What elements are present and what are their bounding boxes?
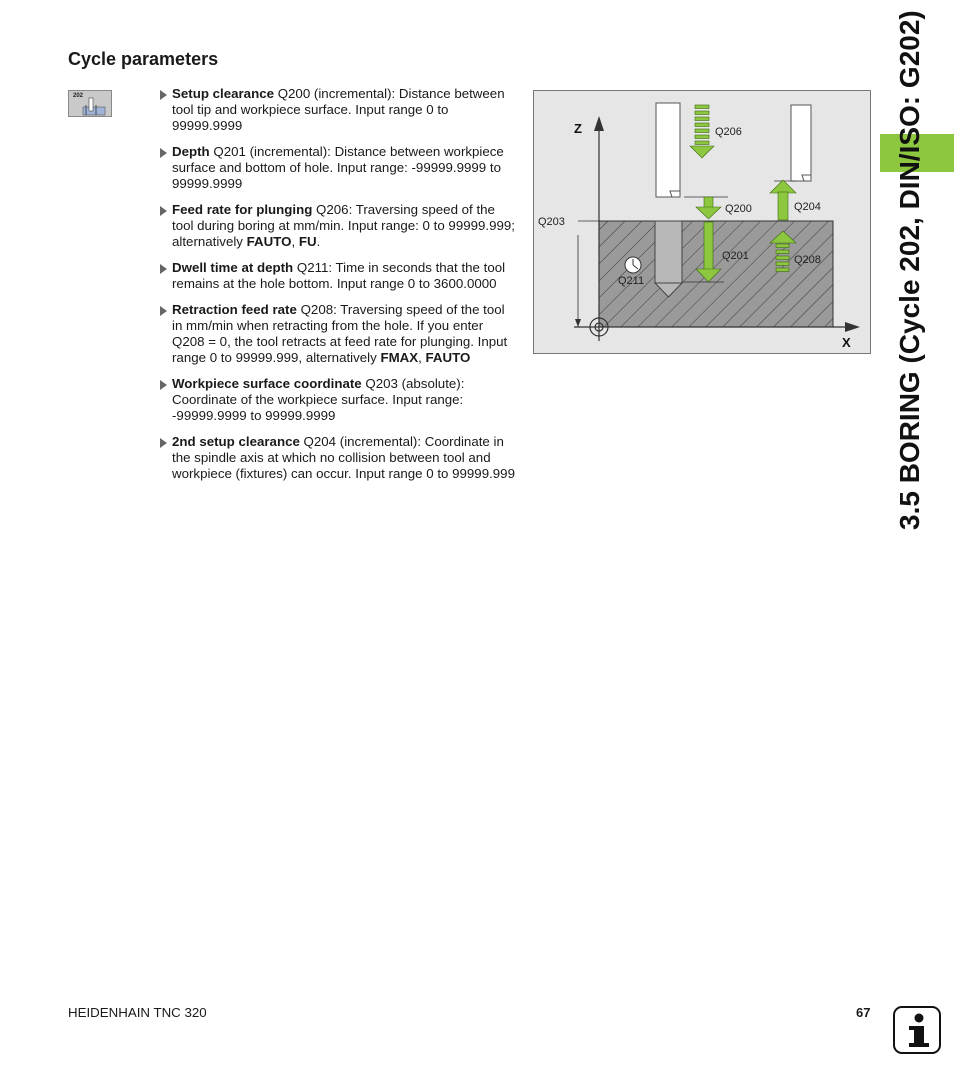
z-axis-arrowhead [594, 116, 604, 131]
info-icon [893, 1006, 941, 1054]
param-option: FAUTO [425, 350, 471, 365]
bullet-arrow-icon [160, 206, 167, 216]
param-name: Feed rate for plunging [172, 202, 313, 217]
section-title: Cycle parameters [68, 49, 219, 69]
param-option: FMAX [380, 350, 419, 365]
param-description: Q206: Traversing speed of the tool during boring at mm/min. Input range: 0 to 99999.999; alternatively [172, 202, 515, 249]
chapter-side-title: 3.5 BORING (Cycle 202, DIN/ISO: G202) [894, 10, 925, 530]
tool-left [656, 103, 680, 197]
param-name: Workpiece surface coordinate [172, 376, 362, 391]
q206-label: Q206 [715, 126, 742, 138]
param-name: Dwell time at depth [172, 260, 294, 275]
bullet-arrow-icon [160, 148, 167, 158]
diagram-svg [534, 91, 872, 355]
param-separator: , [291, 234, 299, 249]
param-description: Q200 (incremental): Distance between tool tip and workpiece surface. Input range 0 to 99999.9999 [172, 86, 505, 133]
clock-icon [625, 257, 641, 273]
page-number: 67 [856, 1005, 871, 1020]
q203-label: Q203 [538, 216, 565, 228]
bored-hole [655, 221, 682, 283]
param-2nd-setup-clearance [158, 434, 516, 482]
param-dwell-time [158, 260, 516, 292]
param-description: Q208: Traversing speed of the tool in mm/min when retracting from the hole. If you enter Q208 = 0, the tool retracts at feed rate for plunging. Input range 0 to 99999.999, alternatively [172, 302, 508, 365]
cycle-202-softkey-icon [68, 90, 112, 117]
q200-arrow-icon [696, 197, 721, 219]
parameter-list [158, 86, 516, 492]
q211-label: Q211 [618, 275, 645, 287]
x-axis-label: X [842, 335, 851, 350]
tool-right [791, 105, 811, 181]
q206-feed-arrow-icon [690, 105, 714, 158]
param-option: FU [298, 234, 317, 249]
bullet-arrow-icon [160, 90, 167, 100]
param-description: Q204 (incremental): Coordinate in the spindle axis at which no collision between tool and workpiece (fixtures) can occur. Input range 0 to 99999.999 [172, 434, 515, 481]
param-depth [158, 144, 516, 192]
footer-product-name: HEIDENHAIN TNC 320 [68, 1005, 207, 1020]
bullet-arrow-icon [160, 380, 167, 390]
x-axis-arrowhead [845, 322, 860, 332]
param-end: . [316, 234, 321, 249]
bullet-arrow-icon [160, 438, 167, 448]
param-name: 2nd setup clearance [172, 434, 300, 449]
param-retraction-feed-rate [158, 302, 516, 366]
q208-label: Q208 [794, 254, 821, 266]
param-option: FAUTO [246, 234, 292, 249]
param-description: Q211: Time in seconds that the tool remains at the hole bottom. Input range 0 to 3600.0000 [172, 260, 506, 291]
param-name: Depth [172, 144, 210, 159]
param-separator: , [418, 350, 426, 365]
boring-tool-icon [69, 91, 113, 118]
param-description: Q203 (absolute): Coordinate of the workpiece surface. Input range: -99999.9999 to 99999.9999 [172, 376, 465, 423]
param-workpiece-surface [158, 376, 516, 424]
param-feed-rate-plunging [158, 202, 516, 250]
param-setup-clearance [158, 86, 516, 134]
cycle-icon-number: 202 [73, 93, 84, 99]
q204-label: Q204 [794, 201, 821, 213]
z-axis-label: Z [574, 121, 582, 136]
param-name: Retraction feed rate [172, 302, 297, 317]
bullet-arrow-icon [160, 264, 167, 274]
q201-label: Q201 [722, 250, 749, 262]
param-description: Q201 (incremental): Distance between workpiece surface and bottom of hole. Input range: -99999.9999 to 99999.9999 [172, 144, 504, 191]
q200-label: Q200 [725, 203, 752, 215]
q204-retract-arrow-icon [770, 180, 796, 220]
param-name: Setup clearance [172, 86, 274, 101]
bullet-arrow-icon [160, 306, 167, 316]
boring-cycle-diagram [533, 90, 871, 354]
